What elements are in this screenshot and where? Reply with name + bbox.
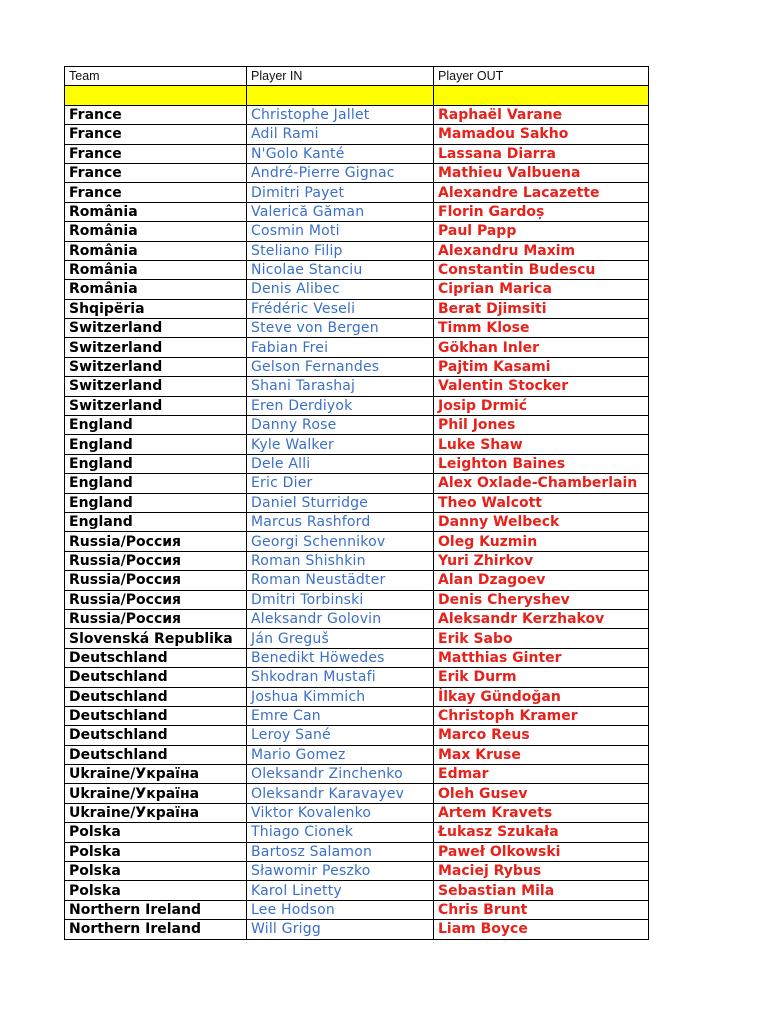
team-cell: Russia/Россия xyxy=(65,590,247,609)
player-out-cell: Berat Djimsiti xyxy=(434,299,649,318)
player-out-cell: Danny Welbeck xyxy=(434,512,649,531)
team-cell: Slovenská Republika xyxy=(65,629,247,648)
player-out-cell: Josip Drmić xyxy=(434,396,649,415)
table-row xyxy=(65,920,649,939)
player-out-cell: İlkay Gündoğan xyxy=(434,687,649,706)
player-out-cell: Timm Klose xyxy=(434,319,649,338)
table-row xyxy=(65,416,649,435)
player-out-cell: Matthias Ginter xyxy=(434,648,649,667)
table-row xyxy=(65,396,649,415)
player-out-cell: Mamadou Sakho xyxy=(434,125,649,144)
player-out-cell: Raphaël Varane xyxy=(434,105,649,124)
highlighted-empty-row xyxy=(65,86,649,105)
player-in-cell: Leroy Sané xyxy=(247,726,434,745)
player-in-cell: Eric Dier xyxy=(247,474,434,493)
team-cell: România xyxy=(65,241,247,260)
table-row xyxy=(65,823,649,842)
team-cell: Switzerland xyxy=(65,377,247,396)
player-in-cell: Dele Alli xyxy=(247,454,434,473)
player-out-cell: Luke Shaw xyxy=(434,435,649,454)
team-cell: France xyxy=(65,105,247,124)
player-in-cell: Oleksandr Karavayev xyxy=(247,784,434,803)
table-row xyxy=(65,900,649,919)
team-cell: France xyxy=(65,183,247,202)
table-row xyxy=(65,765,649,784)
player-out-cell: Christoph Kramer xyxy=(434,706,649,725)
team-cell: Polska xyxy=(65,823,247,842)
table-row xyxy=(65,881,649,900)
player-in-cell: Adil Rami xyxy=(247,125,434,144)
table-row xyxy=(65,299,649,318)
player-out-cell: Chris Brunt xyxy=(434,900,649,919)
player-out-cell: Łukasz Szukała xyxy=(434,823,649,842)
player-out-cell: Denis Cheryshev xyxy=(434,590,649,609)
player-in-cell: Thiago Cionek xyxy=(247,823,434,842)
player-out-cell: Leighton Baines xyxy=(434,454,649,473)
team-cell: Deutschland xyxy=(65,726,247,745)
table-row xyxy=(65,377,649,396)
table-row xyxy=(65,551,649,570)
player-in-cell: Joshua Kimmich xyxy=(247,687,434,706)
player-in-cell: Roman Shishkin xyxy=(247,551,434,570)
team-cell: România xyxy=(65,280,247,299)
team-cell: Deutschland xyxy=(65,648,247,667)
player-out-cell: Florin Gardoș xyxy=(434,202,649,221)
player-in-cell: Nicolae Stanciu xyxy=(247,260,434,279)
table-row xyxy=(65,280,649,299)
team-cell: Russia/Россия xyxy=(65,609,247,628)
team-cell: England xyxy=(65,435,247,454)
player-out-cell: Alexandre Lacazette xyxy=(434,183,649,202)
team-cell: England xyxy=(65,493,247,512)
player-out-cell: Paweł Olkowski xyxy=(434,842,649,861)
player-in-cell: Denis Alibec xyxy=(247,280,434,299)
team-cell: Ukraine/Україна xyxy=(65,765,247,784)
player-in-cell: Daniel Sturridge xyxy=(247,493,434,512)
table-row xyxy=(65,357,649,376)
table-row xyxy=(65,338,649,357)
empty-cell xyxy=(247,86,434,105)
player-out-cell: Erik Durm xyxy=(434,668,649,687)
player-out-cell: Phil Jones xyxy=(434,416,649,435)
table-row xyxy=(65,125,649,144)
table-row xyxy=(65,862,649,881)
player-in-cell: Shani Tarashaj xyxy=(247,377,434,396)
team-cell: Northern Ireland xyxy=(65,920,247,939)
player-in-cell: Valerică Găman xyxy=(247,202,434,221)
table-row xyxy=(65,202,649,221)
player-in-cell: Karol Linetty xyxy=(247,881,434,900)
player-out-cell: Valentin Stocker xyxy=(434,377,649,396)
header-player-out: Player OUT xyxy=(434,67,649,86)
player-in-cell: Dimitri Payet xyxy=(247,183,434,202)
player-changes-table xyxy=(64,66,649,940)
player-in-cell: Mario Gomez xyxy=(247,745,434,764)
empty-cell xyxy=(434,86,649,105)
empty-cell xyxy=(65,86,247,105)
team-cell: România xyxy=(65,202,247,221)
table-row xyxy=(65,687,649,706)
table-row xyxy=(65,454,649,473)
player-in-cell: Viktor Kovalenko xyxy=(247,803,434,822)
table-row xyxy=(65,726,649,745)
table-row xyxy=(65,512,649,531)
player-in-cell: Gelson Fernandes xyxy=(247,357,434,376)
team-cell: France xyxy=(65,125,247,144)
player-in-cell: Dmitri Torbinski xyxy=(247,590,434,609)
player-out-cell: Alan Dzagoev xyxy=(434,571,649,590)
team-cell: Deutschland xyxy=(65,687,247,706)
player-out-cell: Oleg Kuzmin xyxy=(434,532,649,551)
team-cell: Shqipëria xyxy=(65,299,247,318)
player-out-cell: Yuri Zhirkov xyxy=(434,551,649,570)
team-cell: England xyxy=(65,454,247,473)
table-row xyxy=(65,590,649,609)
team-cell: France xyxy=(65,163,247,182)
table-row xyxy=(65,183,649,202)
table-row xyxy=(65,609,649,628)
table-row xyxy=(65,260,649,279)
player-in-cell: Bartosz Salamon xyxy=(247,842,434,861)
team-cell: Switzerland xyxy=(65,338,247,357)
team-cell: Russia/Россия xyxy=(65,532,247,551)
team-cell: Polska xyxy=(65,862,247,881)
player-out-cell: Marco Reus xyxy=(434,726,649,745)
player-out-cell: Artem Kravets xyxy=(434,803,649,822)
team-cell: Switzerland xyxy=(65,396,247,415)
team-cell: România xyxy=(65,260,247,279)
table-row xyxy=(65,493,649,512)
player-in-cell: Aleksandr Golovin xyxy=(247,609,434,628)
player-out-cell: Sebastian Mila xyxy=(434,881,649,900)
player-out-cell: Alexandru Maxim xyxy=(434,241,649,260)
player-out-cell: Oleh Gusev xyxy=(434,784,649,803)
table-row xyxy=(65,648,649,667)
player-out-cell: Aleksandr Kerzhakov xyxy=(434,609,649,628)
table-row xyxy=(65,144,649,163)
team-cell: Switzerland xyxy=(65,319,247,338)
player-in-cell: Steve von Bergen xyxy=(247,319,434,338)
player-in-cell: Oleksandr Zinchenko xyxy=(247,765,434,784)
player-in-cell: Lee Hodson xyxy=(247,900,434,919)
team-cell: Ukraine/Україна xyxy=(65,784,247,803)
table-row xyxy=(65,629,649,648)
player-out-cell: Pajtim Kasami xyxy=(434,357,649,376)
team-cell: Polska xyxy=(65,842,247,861)
player-in-cell: Sławomir Peszko xyxy=(247,862,434,881)
player-in-cell: Shkodran Mustafi xyxy=(247,668,434,687)
player-out-cell: Theo Walcott xyxy=(434,493,649,512)
team-cell: England xyxy=(65,416,247,435)
player-in-cell: Frédéric Veseli xyxy=(247,299,434,318)
player-in-cell: N'Golo Kanté xyxy=(247,144,434,163)
header-player-in: Player IN xyxy=(247,67,434,86)
table-row xyxy=(65,745,649,764)
table-row xyxy=(65,241,649,260)
player-out-cell: Edmar xyxy=(434,765,649,784)
team-cell: France xyxy=(65,144,247,163)
player-out-cell: Lassana Diarra xyxy=(434,144,649,163)
team-cell: Polska xyxy=(65,881,247,900)
table-row xyxy=(65,668,649,687)
player-in-cell: Roman Neustädter xyxy=(247,571,434,590)
team-cell: Deutschland xyxy=(65,745,247,764)
player-out-cell: Erik Sabo xyxy=(434,629,649,648)
table-row xyxy=(65,571,649,590)
player-in-cell: Danny Rose xyxy=(247,416,434,435)
player-in-cell: Marcus Rashford xyxy=(247,512,434,531)
player-out-cell: Constantin Budescu xyxy=(434,260,649,279)
player-in-cell: Christophe Jallet xyxy=(247,105,434,124)
player-out-cell: Maciej Rybus xyxy=(434,862,649,881)
player-in-cell: Kyle Walker xyxy=(247,435,434,454)
player-in-cell: Emre Can xyxy=(247,706,434,725)
player-in-cell: Eren Derdiyok xyxy=(247,396,434,415)
player-in-cell: André-Pierre Gignac xyxy=(247,163,434,182)
player-out-cell: Gökhan Inler xyxy=(434,338,649,357)
player-in-cell: Will Grigg xyxy=(247,920,434,939)
table-row xyxy=(65,532,649,551)
player-out-cell: Ciprian Marica xyxy=(434,280,649,299)
table-row xyxy=(65,842,649,861)
player-in-cell: Georgi Schennikov xyxy=(247,532,434,551)
team-cell: Ukraine/Україна xyxy=(65,803,247,822)
player-in-cell: Cosmin Moti xyxy=(247,222,434,241)
table-row xyxy=(65,706,649,725)
team-cell: England xyxy=(65,512,247,531)
player-out-cell: Alex Oxlade-Chamberlain xyxy=(434,474,649,493)
player-out-cell: Mathieu Valbuena xyxy=(434,163,649,182)
team-cell: Deutschland xyxy=(65,668,247,687)
team-cell: Northern Ireland xyxy=(65,900,247,919)
table-row xyxy=(65,319,649,338)
team-cell: Switzerland xyxy=(65,357,247,376)
team-cell: England xyxy=(65,474,247,493)
team-cell: Deutschland xyxy=(65,706,247,725)
team-cell: Russia/Россия xyxy=(65,571,247,590)
table-row xyxy=(65,435,649,454)
header-row xyxy=(65,67,649,86)
team-cell: Russia/Россия xyxy=(65,551,247,570)
player-in-cell: Steliano Filip xyxy=(247,241,434,260)
player-in-cell: Benedikt Höwedes xyxy=(247,648,434,667)
player-out-cell: Liam Boyce xyxy=(434,920,649,939)
table-row xyxy=(65,222,649,241)
player-out-cell: Paul Papp xyxy=(434,222,649,241)
table-row xyxy=(65,474,649,493)
player-out-cell: Max Kruse xyxy=(434,745,649,764)
table-row xyxy=(65,105,649,124)
table-row xyxy=(65,163,649,182)
table-row xyxy=(65,803,649,822)
table-row xyxy=(65,784,649,803)
player-in-cell: Ján Greguš xyxy=(247,629,434,648)
team-cell: România xyxy=(65,222,247,241)
header-team: Team xyxy=(65,67,247,86)
player-in-cell: Fabian Frei xyxy=(247,338,434,357)
